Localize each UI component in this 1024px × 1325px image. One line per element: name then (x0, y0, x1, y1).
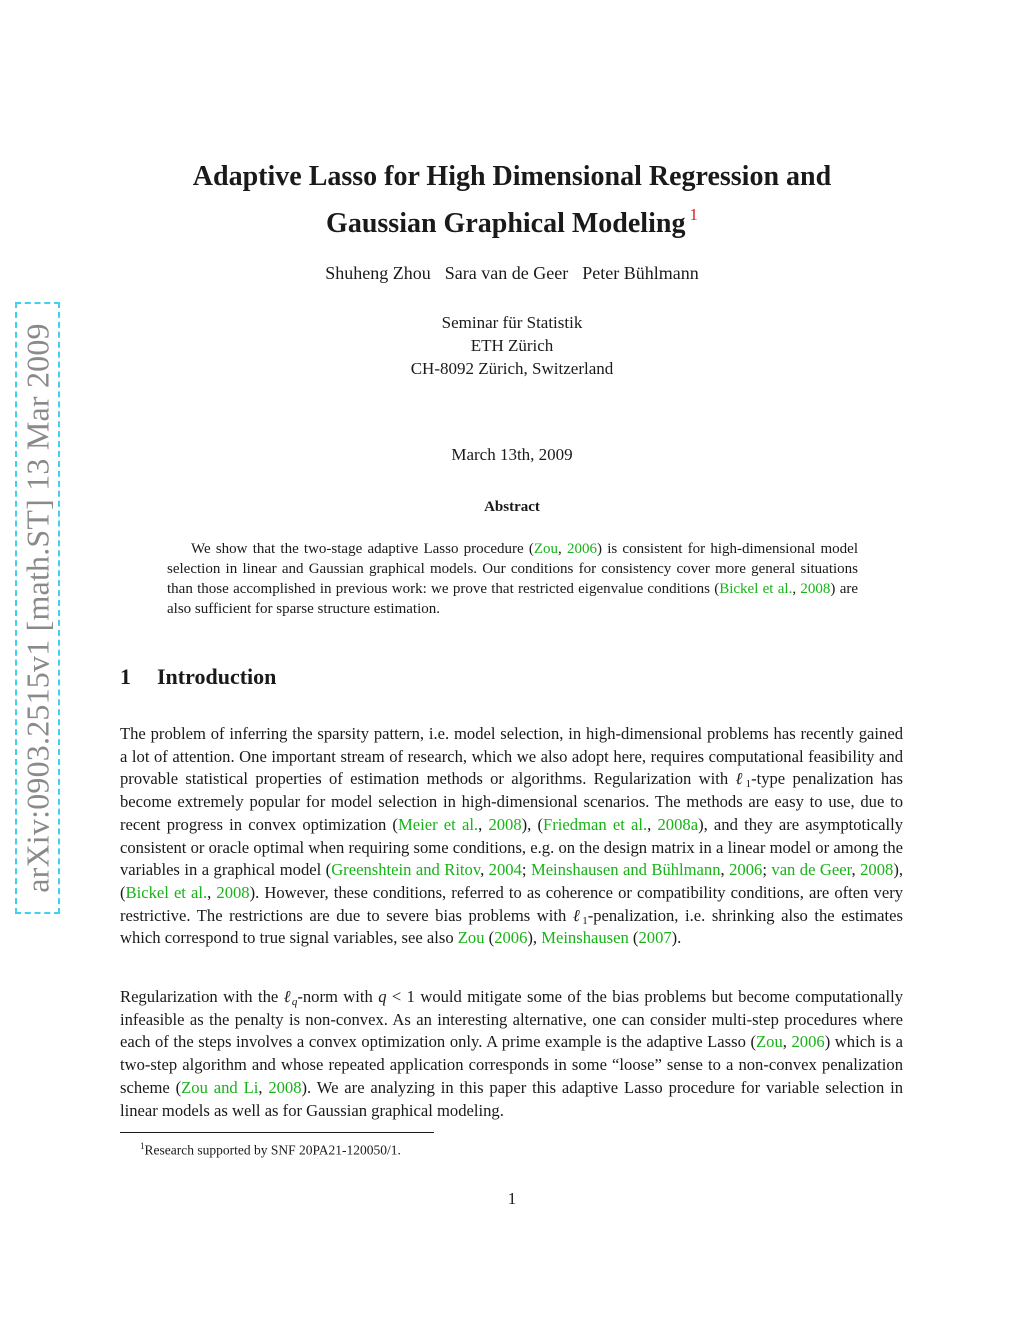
paragraph (120, 723, 903, 950)
arxiv-stamp[interactable] (15, 302, 60, 914)
paragraph-text: ) which is a two-step algorithm and whose repeated application corresponds in some “loose” sense to a non-convex penalization scheme ( (120, 1032, 903, 1097)
math-expression: < 1 (386, 987, 415, 1006)
footnote-text: Research supported by SNF 20PA21-120050/1. (144, 1142, 401, 1158)
author-list (120, 261, 904, 285)
paragraph-text: , (851, 860, 861, 880)
title-footnote-link[interactable]: 1 (689, 205, 698, 224)
citation-link[interactable]: Bickel et al. (125, 882, 208, 902)
math-subscript: 1 (745, 778, 752, 791)
paragraph-text: , (478, 814, 489, 834)
citation-link[interactable]: Greenshtein and Ritov (331, 860, 481, 880)
abstract-text: , (792, 581, 801, 597)
citation-link[interactable]: 2008 (268, 1077, 302, 1097)
paragraph-text: ( (484, 928, 495, 948)
abstract-text: We show that the two-stage adaptive Lasso procedure ( (191, 541, 534, 557)
paragraph-text: -type penalization has become extremely popular for model selection in high-dimensional scenarios. The methods are easy to use, due to recent progress in convex optimization ( (120, 769, 903, 834)
abstract-text: , (558, 541, 567, 557)
citation-link[interactable]: 2004 (488, 860, 522, 880)
math-symbol: ℓ (735, 769, 746, 789)
title-line-2-text: Gaussian Graphical Modeling (326, 208, 686, 239)
paragraph-text: , (207, 882, 217, 902)
citation-link[interactable]: 2008 (860, 860, 894, 880)
arxiv-id[interactable]: arXiv:0903.2515v1 [math.ST] 13 Mar 2009 (19, 323, 55, 893)
citation-link[interactable]: 2008 (800, 581, 831, 597)
citation-link[interactable]: Zou (756, 1032, 783, 1052)
paper-title (120, 158, 904, 243)
title-line-1: Adaptive Lasso for High Dimensional Regression and (192, 161, 832, 192)
paragraph-text: , (258, 1077, 269, 1097)
paper-date: March 13th, 2009 (451, 445, 573, 464)
section-title: Introduction (157, 664, 277, 689)
paragraph-text: ), (527, 928, 542, 948)
abstract-text: ) is consistent for high-dimensional model selection in linear and Gaussian graphical models. Our conditions for consistency cover more general situations than those accomplished in previous work: we prove that restricted eigenvalue conditions ( (167, 541, 859, 597)
section-number: 1 (120, 664, 131, 689)
citation-link[interactable]: 2008 (488, 814, 522, 834)
citation-link[interactable]: Bickel et al. (719, 581, 793, 597)
paragraph-text: ). (671, 928, 682, 948)
paragraph-text: The problem of inferring the sparsity pattern, i.e. model selection, in high-dimensional problems has recently gained a lot of attention. One important stream of research, which we also adopt here, requires computational feasibility and provable statistical properties of estimation methods or algorithms. Regularization with (120, 724, 903, 789)
paragraph-text: Regularization with the (120, 987, 284, 1006)
page-number: 1 (507, 1189, 517, 1208)
citation-link[interactable]: Friedman et al. (543, 814, 648, 834)
citation-link[interactable]: 2008a (657, 814, 699, 834)
paragraph-text: would mitigate some of the bias problems but become computationally infeasible as the penalty is non-convex. As an interesting alternative, one can consider multi-step procedures where each of the steps involves a convex optimization only. A prime example is the adaptive Lasso ( (120, 987, 904, 1052)
citation-link[interactable]: 2008 (216, 882, 250, 902)
math-subscript: q (291, 996, 298, 1008)
paragraph-text: ; (762, 860, 772, 880)
citation-link[interactable]: Zou and Li (181, 1077, 259, 1097)
abstract-text: ) are also sufficient for sparse structure estimation. (167, 581, 859, 617)
affiliation-line: Seminar für Statistik (441, 313, 583, 332)
paragraph-text: -norm with (297, 987, 379, 1006)
author-name: Sara van de Geer (444, 263, 569, 283)
affiliation (120, 311, 904, 380)
paragraph-text: , (647, 814, 658, 834)
math-symbol: ℓ (572, 905, 583, 925)
paragraph-text: ). We are analyzing in this paper this adaptive Lasso procedure for variable selection in linear models as well as for Gaussian graphical modeling. (120, 1077, 904, 1120)
abstract-body (167, 539, 858, 619)
paragraph-text: ), and they are asymptotically consistent or oracle optimal when requiring some conditions, e.g. on the design matrix in a linear model or among the variables in a graphical model ( (120, 814, 904, 880)
paragraph-text: ; (521, 860, 531, 880)
abstract-heading: Abstract (484, 499, 540, 515)
footnote (140, 1138, 401, 1159)
author-name: Shuheng Zhou (325, 263, 431, 283)
paragraph-text: ), ( (521, 814, 544, 834)
affiliation-line: CH-8092 Zürich, Switzerland (410, 359, 614, 378)
footnote-divider (120, 1132, 434, 1133)
paragraph-text: ( (628, 928, 639, 948)
author-name: Peter Bühlmann (582, 263, 699, 283)
citation-link[interactable]: 2006 (494, 928, 528, 948)
footnote-mark: 1 (140, 1141, 145, 1151)
citation-link[interactable]: 2007 (638, 928, 672, 948)
title-line-2 (120, 196, 904, 243)
math-symbol: q (378, 987, 387, 1006)
paragraph-text: ). However, these conditions, referred to as coherence or compatibility conditions, are often very restrictive. The restrictions are due to severe bias problems with (120, 882, 904, 925)
citation-link[interactable]: 2006 (729, 860, 763, 880)
math-subscript: 1 (582, 914, 588, 927)
citation-link[interactable]: van de Geer (771, 860, 852, 880)
paragraph-text: , (480, 860, 489, 880)
paragraph (120, 986, 903, 1122)
citation-link[interactable]: 2006 (567, 541, 597, 557)
citation-link[interactable]: Meinshausen and Bühlmann (530, 860, 721, 880)
paragraph-text: , (720, 860, 730, 880)
citation-link[interactable]: Zou (457, 928, 485, 948)
citation-link[interactable]: Meinshausen (541, 928, 629, 948)
citation-link[interactable]: 2006 (791, 1032, 825, 1052)
math-symbol: ℓ (283, 987, 292, 1006)
paragraph-text: , (782, 1032, 792, 1052)
paragraph-text: -penalization, i.e. shrinking also the estimates which correspond to true signal variables, see also (120, 905, 903, 948)
paragraph-text: ), ( (120, 860, 903, 902)
affiliation-line: ETH Zürich (470, 336, 554, 355)
citation-link[interactable]: Meier et al. (397, 814, 479, 834)
citation-link[interactable]: Zou (533, 541, 559, 557)
section-heading (120, 664, 276, 690)
